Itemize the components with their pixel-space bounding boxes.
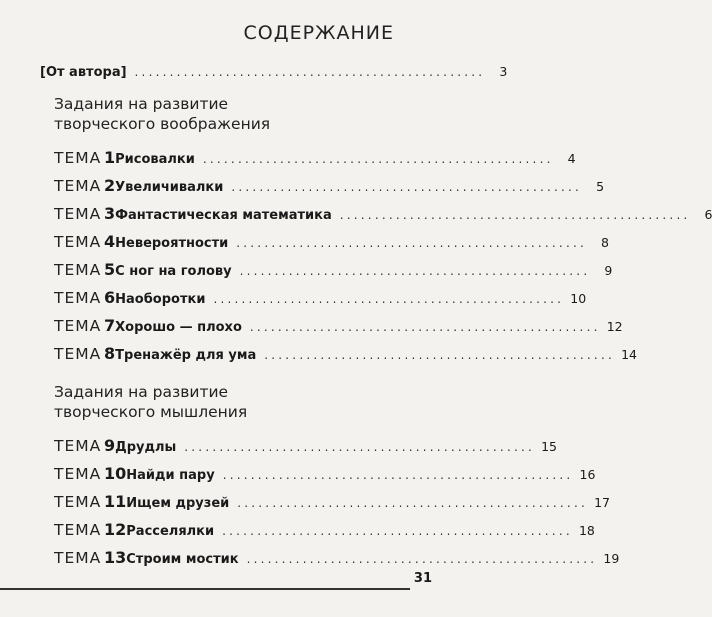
topic-number: 10 <box>104 464 127 483</box>
entry-title: Строим мостик <box>126 552 239 567</box>
topic-word: ТЕМА <box>54 465 102 483</box>
entry-title: Найди пару <box>126 468 215 483</box>
entry-page: 12 <box>606 319 623 334</box>
entry-page: 6 <box>704 207 712 222</box>
entry-title: Друдлы <box>115 440 177 455</box>
topic-number: 12 <box>104 520 127 539</box>
entry-page: 8 <box>601 235 609 250</box>
toc-entry-topic <box>54 548 620 568</box>
toc-entry-topic <box>54 232 609 252</box>
topic-word: ТЕМА <box>54 317 102 335</box>
topic-number: 4 <box>104 232 116 251</box>
toc-entry-topic <box>54 148 576 168</box>
entry-page: 4 <box>567 151 576 166</box>
topic-number: 8 <box>104 344 116 363</box>
leader-dots: .................................................. <box>249 320 601 334</box>
topic-word: ТЕМА <box>54 345 102 363</box>
entry-page: 16 <box>579 467 596 482</box>
topic-number: 2 <box>104 176 116 195</box>
topic-number: 6 <box>104 288 116 307</box>
entry-page: 3 <box>499 64 508 79</box>
topic-word: ТЕМА <box>54 437 102 455</box>
page-title: СОДЕРЖАНИЕ <box>243 22 394 44</box>
footer-rule <box>0 588 410 590</box>
toc-entry-topic <box>54 464 596 484</box>
topic-number: 5 <box>104 260 116 279</box>
page-number: 31 <box>413 571 432 586</box>
entry-page: 14 <box>621 347 637 362</box>
topic-word: ТЕМА <box>54 149 102 167</box>
entry-page: 19 <box>603 551 620 566</box>
toc-entry-topic <box>54 316 623 336</box>
section-heading-line: творческого воображения <box>54 115 271 133</box>
topic-word: ТЕМА <box>54 177 102 195</box>
toc-entry-topic <box>54 204 712 224</box>
leader-dots: .................................................. <box>237 496 588 510</box>
topic-number: 9 <box>104 436 116 455</box>
entry-title: Хорошо — плохо <box>115 320 242 335</box>
topic-word: ТЕМА <box>54 493 102 511</box>
leader-dots: .................................................. <box>222 468 574 482</box>
entry-page: 9 <box>604 263 613 278</box>
entry-title: С ног на голову <box>115 264 232 279</box>
entry-title: Фантастическая математика <box>115 208 332 223</box>
leader-dots: .................................................. <box>239 264 591 278</box>
topic-word: ТЕМА <box>54 261 102 279</box>
leader-dots: .................................................. <box>339 208 691 222</box>
topic-number: 7 <box>104 316 116 335</box>
leader-dots: .................................................. <box>231 180 583 194</box>
entry-page: 17 <box>594 495 610 510</box>
toc-entry-topic <box>54 176 605 196</box>
leader-dots: .................................................. <box>246 552 598 566</box>
topic-number: 11 <box>104 492 127 511</box>
toc-entry-topic <box>54 520 595 540</box>
topic-number: 13 <box>104 548 127 567</box>
topic-word: ТЕМА <box>54 521 102 539</box>
entry-title: Рисовалки <box>115 152 195 167</box>
entry-title: Расселялки <box>126 524 215 539</box>
section-heading-line: творческого мышления <box>54 403 248 421</box>
topic-number: 3 <box>104 204 116 223</box>
leader-dots: .................................................. <box>236 236 587 250</box>
topic-word: ТЕМА <box>54 549 102 567</box>
toc-entry-topic <box>54 492 610 512</box>
leader-dots: .................................................. <box>222 524 573 538</box>
leader-dots: .................................................. <box>213 292 565 306</box>
entry-title: Ищем друзей <box>126 496 230 511</box>
leader-dots: .................................................. <box>264 348 615 362</box>
section-heading-line: Задания на развитие <box>54 95 229 113</box>
toc-entry-author <box>40 64 508 84</box>
leader-dots: .................................................. <box>134 65 486 79</box>
entry-title: Невероятности <box>115 236 229 251</box>
topic-word: ТЕМА <box>54 205 102 223</box>
entry-page: 5 <box>596 179 605 194</box>
topic-number: 1 <box>104 148 116 167</box>
leader-dots: .................................................. <box>184 440 536 454</box>
toc-entry-topic <box>54 288 587 308</box>
entry-title: Тренажёр для ума <box>115 348 257 363</box>
section-heading-thinking <box>54 382 247 422</box>
entry-page: 10 <box>570 291 587 306</box>
topic-word: ТЕМА <box>54 289 102 307</box>
entry-page: 15 <box>541 439 558 454</box>
leader-dots: .................................................. <box>202 152 554 166</box>
topic-word: ТЕМА <box>54 233 102 251</box>
entry-title: Наоборотки <box>115 292 206 307</box>
toc-entry-topic <box>54 436 558 456</box>
toc-entry-topic <box>54 344 637 364</box>
toc-entry-topic <box>54 260 613 280</box>
entry-page: 18 <box>578 523 595 538</box>
entry-title: Увеличивалки <box>115 180 224 195</box>
section-heading-imagination <box>54 94 270 134</box>
entry-title: [От автора] <box>40 65 127 80</box>
section-heading-line: Задания на развитие <box>54 383 229 401</box>
